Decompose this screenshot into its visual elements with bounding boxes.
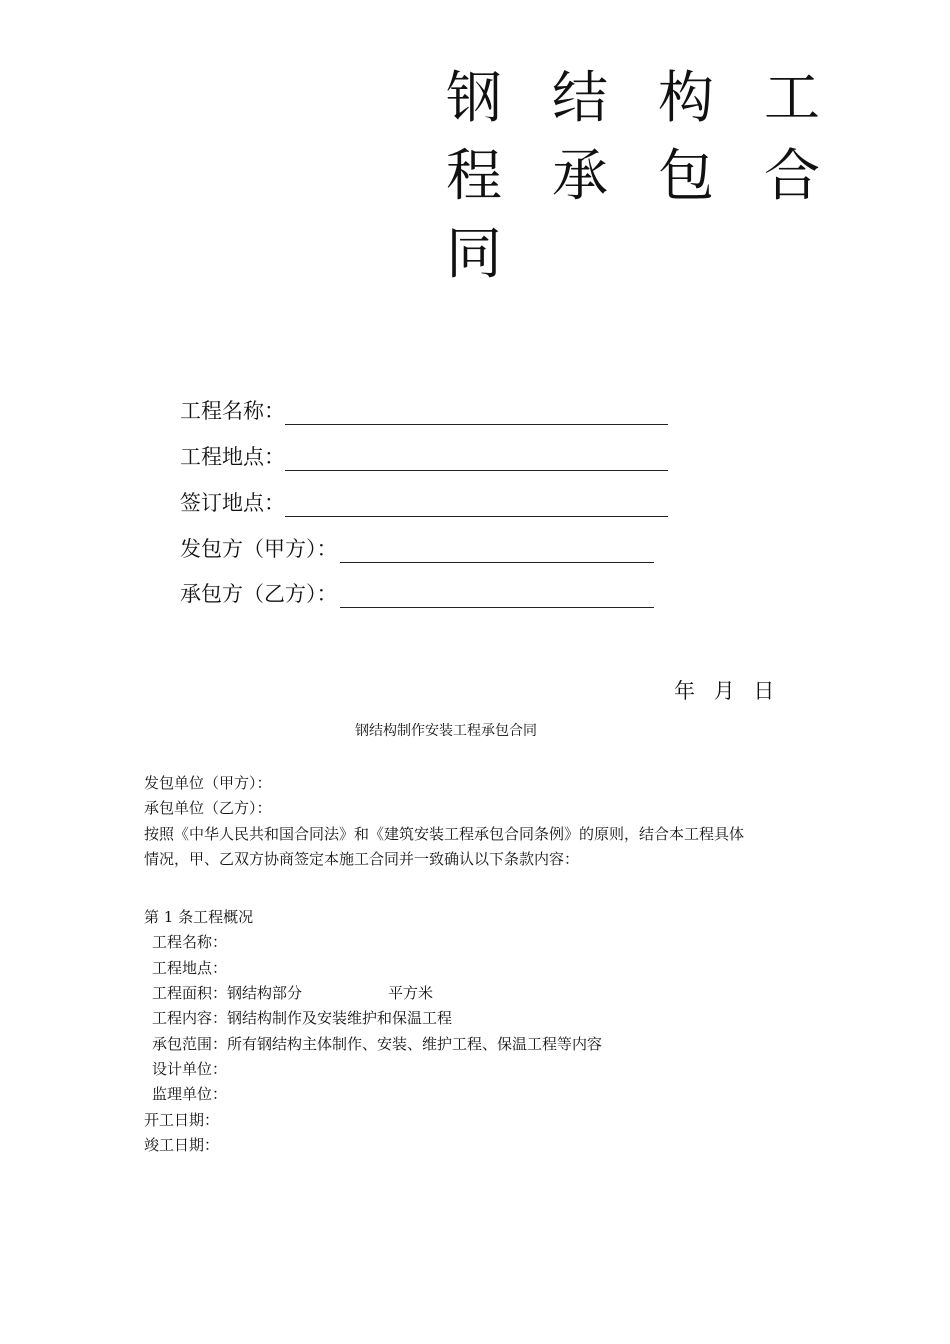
item-supervision-unit: 监理单位： [152, 1085, 228, 1104]
field-label: 承包方（乙方）： [180, 582, 338, 606]
field-label: 发包方（甲方）： [180, 537, 338, 561]
cover-title-row [446, 60, 826, 138]
party-a-line: 发包单位（甲方）： [144, 774, 272, 792]
item-project-area [144, 981, 824, 1006]
cover-title-row [446, 138, 826, 216]
cover-date [674, 677, 786, 705]
cover-field-signing-location [180, 489, 668, 517]
cover-title [446, 60, 826, 294]
cover-title-char: 工 [764, 66, 820, 131]
contract-subtitle: 钢结构制作安装工程承包合同 [355, 723, 537, 739]
date-year: 年 [674, 679, 695, 703]
field-label: 工程名称： [180, 399, 285, 423]
cover-title-row [446, 216, 826, 294]
cover-title-char: 钢 [446, 66, 502, 131]
section-1-title: 第 1 条工程概况 [144, 908, 254, 927]
item-design-unit: 设计单位： [152, 1059, 228, 1078]
area-label: 工程面积：钢结构部分 [152, 984, 303, 1003]
cover-field-party-a [180, 535, 654, 563]
item-project-name: 工程名称： [152, 933, 228, 952]
item-project-location: 工程地点： [152, 958, 228, 977]
field-label: 工程地点： [180, 445, 285, 469]
item-project-content: 工程内容：钢结构制作及安装维护和保温工程 [152, 1009, 453, 1028]
cover-title-char: 合 [764, 144, 820, 209]
cover-field-project-name [180, 397, 668, 425]
party-b-line: 承包单位（乙方）： [144, 799, 272, 818]
field-fill-line[interactable] [285, 404, 668, 425]
intro-paragraph: 按照《中华人民共和国合同法》和《建筑安装工程承包合同条例》的原则，结合本工程具体 [144, 824, 745, 843]
field-fill-line[interactable] [340, 587, 654, 608]
field-label: 签订地点： [180, 491, 285, 515]
date-day: 日 [753, 679, 775, 703]
cover-title-char: 包 [658, 144, 714, 209]
item-end-date: 竣工日期： [144, 1135, 220, 1154]
cover-title-char: 承 [552, 144, 608, 209]
intro-paragraph-cont: 情况，甲、乙双方协商签定本施工合同并一致确认以下条款内容： [144, 849, 580, 868]
cover-field-party-b [180, 580, 654, 608]
item-contract-scope: 承包范围：所有钢结构主体制作、安装、维护工程、保温工程等内容 [152, 1034, 603, 1053]
field-fill-line[interactable] [340, 542, 654, 563]
cover-title-char: 结 [552, 66, 608, 131]
item-start-date: 开工日期： [144, 1110, 220, 1129]
cover-title-char: 同 [446, 222, 502, 287]
contract-body [144, 771, 824, 1158]
field-fill-line[interactable] [285, 496, 668, 517]
date-month: 月 [713, 679, 735, 703]
area-unit: 平方米 [388, 984, 434, 1003]
cover-title-char: 程 [446, 144, 502, 209]
field-fill-line[interactable] [285, 450, 668, 471]
cover-field-project-location [180, 443, 668, 471]
cover-title-char: 构 [658, 66, 714, 131]
